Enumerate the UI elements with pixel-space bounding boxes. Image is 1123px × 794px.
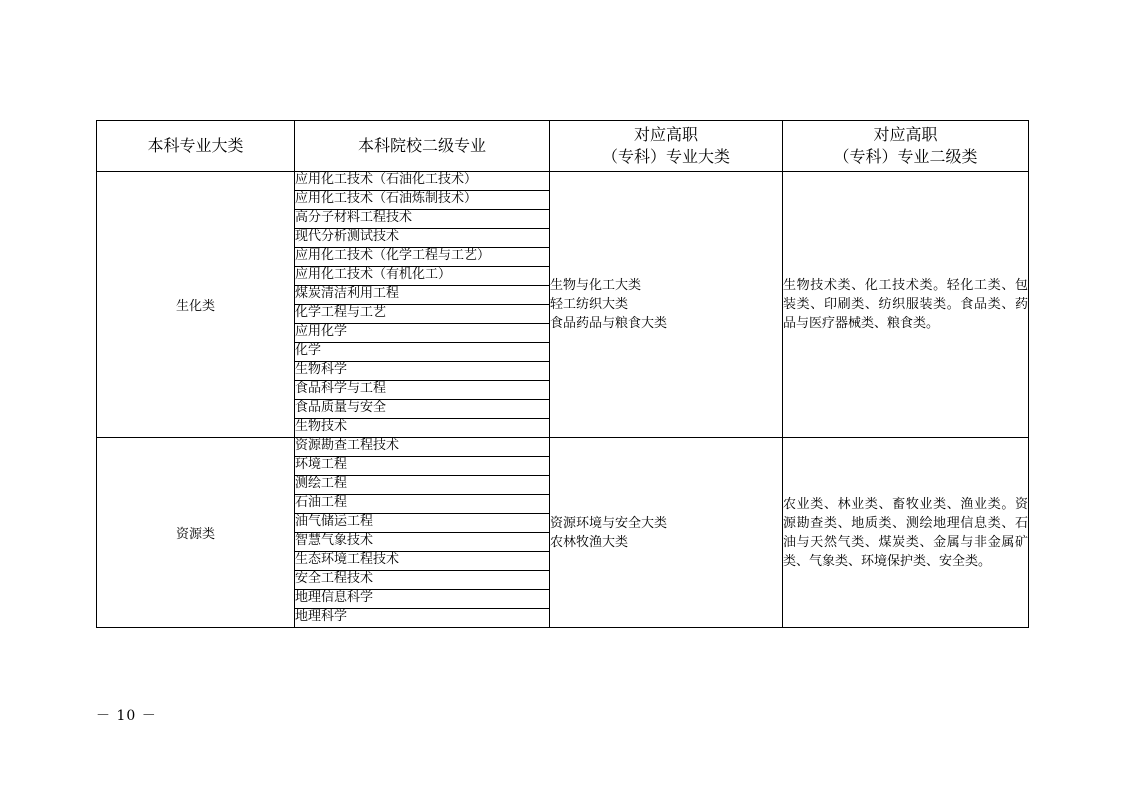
major-cell: 应用化工技术（石油炼制技术） [295, 191, 550, 210]
vocational-category-cell [550, 438, 783, 628]
major-cell: 应用化学 [295, 324, 550, 343]
major-cell: 应用化工技术（石油化工技术） [295, 172, 550, 191]
major-cell: 智慧气象技术 [295, 533, 550, 552]
vocational-subcategory-cell: 生物技术类、化工技术类。轻化工类、包装类、印刷类、纺织服装类。食品类、药品与医疗器械类、粮食类。 [783, 172, 1029, 438]
header-row [97, 121, 1029, 172]
vocational-category-cell [550, 172, 783, 438]
major-cell: 食品质量与安全 [295, 400, 550, 419]
vocational-category-item: 资源环境与安全大类 [550, 515, 668, 531]
major-cell: 油气储运工程 [295, 514, 550, 533]
header-undergrad-major: 本科院校二级专业 [295, 121, 550, 172]
major-cell: 测绘工程 [295, 476, 550, 495]
page-number: － 10 － [96, 708, 157, 724]
category-cell: 生化类 [97, 172, 295, 438]
major-cell: 应用化工技术（化学工程与工艺） [295, 248, 550, 267]
major-cell: 化学 [295, 343, 550, 362]
major-cell: 煤炭清洁利用工程 [295, 286, 550, 305]
vocational-category-item: 轻工纺织大类 [550, 297, 629, 312]
major-cell: 环境工程 [295, 457, 550, 476]
major-cell: 地理信息科学 [295, 590, 550, 609]
vocational-category-item: 食品药品与粮食大类 [550, 316, 668, 331]
major-cell: 化学工程与工艺 [295, 305, 550, 324]
major-cell: 资源勘查工程技术 [295, 438, 550, 457]
header-vocational-subcategory: 对应高职 （专科）专业二级类 [783, 121, 1029, 172]
vocational-category-item: 农林牧渔大类 [550, 534, 629, 550]
major-cell: 地理科学 [295, 609, 550, 628]
major-cell: 高分子材料工程技术 [295, 210, 550, 229]
major-mapping-table [96, 120, 1029, 628]
major-cell: 石油工程 [295, 495, 550, 514]
category-cell: 资源类 [97, 438, 295, 628]
header-undergrad-category: 本科专业大类 [97, 121, 295, 172]
major-cell: 生物科学 [295, 362, 550, 381]
major-cell: 应用化工技术（有机化工） [295, 267, 550, 286]
header-vocational-category: 对应高职 （专科）专业大类 [550, 121, 783, 172]
major-cell: 生物技术 [295, 419, 550, 438]
vocational-subcategory-cell: 农业类、林业类、畜牧业类、渔业类。资源勘查类、地质类、测绘地理信息类、石油与天然气类、煤炭类、金属与非金属矿类、气象类、环境保护类、安全类。 [783, 438, 1029, 628]
major-cell: 安全工程技术 [295, 571, 550, 590]
vocational-category-item: 生物与化工大类 [550, 278, 642, 293]
major-cell: 现代分析测试技术 [295, 229, 550, 248]
major-cell: 生态环境工程技术 [295, 552, 550, 571]
table-row [97, 172, 1029, 191]
major-cell: 食品科学与工程 [295, 381, 550, 400]
table-row [97, 438, 1029, 457]
